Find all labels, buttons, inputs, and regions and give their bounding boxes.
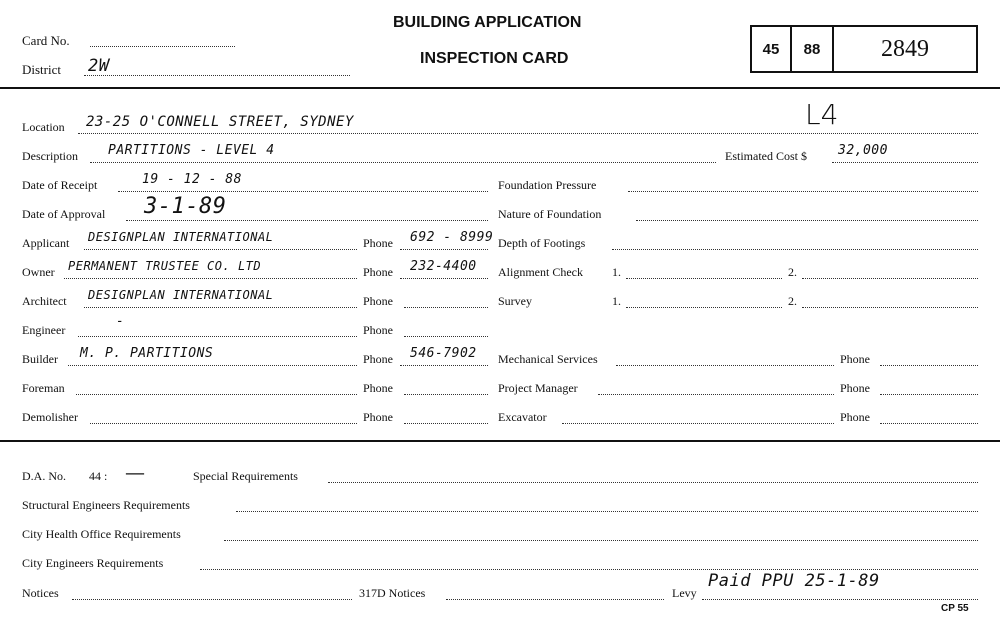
location-value: 23-25 O'CONNELL STREET, SYDNEY [86, 114, 354, 130]
district-value: 2W [88, 56, 110, 76]
builder-phone-value: 546-7902 [410, 346, 477, 361]
da-no-dash: — [126, 462, 144, 482]
applicant-phone-value: 692 - 8999 [410, 230, 494, 245]
excavator-phone-line [880, 423, 978, 424]
applicant-phone-label: Phone [363, 236, 393, 250]
level-annotation: L4 [805, 98, 839, 131]
project-manager-phone-label: Phone [840, 381, 870, 395]
architect-label: Architect [22, 294, 67, 308]
description-value: PARTITIONS - LEVEL 4 [108, 143, 275, 158]
special-requirements-line [328, 482, 978, 483]
estimated-cost-label: Estimated Cost $ [725, 149, 807, 163]
applicant-line [84, 249, 357, 250]
demolisher-phone-label: Phone [363, 410, 393, 424]
owner-phone-line [400, 278, 488, 279]
mechanical-services-label: Mechanical Services [498, 352, 598, 366]
project-manager-line [598, 394, 834, 395]
notices-line [72, 599, 352, 600]
foreman-label: Foreman [22, 381, 65, 395]
engineer-label: Engineer [22, 323, 66, 337]
estimated-cost-value: 32,000 [838, 143, 888, 158]
survey-2-line [802, 307, 978, 308]
notices-317d-label: 317D Notices [359, 586, 426, 600]
alignment-check-1-line [626, 278, 782, 279]
card-box-c [832, 25, 978, 73]
district-label: District [22, 62, 61, 77]
project-manager-phone-line [880, 394, 978, 395]
card-no-label: Card No. [22, 33, 70, 48]
structural-label: Structural Engineers Requirements [22, 498, 190, 512]
owner-phone-value: 232-4400 [410, 259, 477, 274]
special-requirements-label: Special Requirements [193, 469, 298, 483]
engineer-phone-line [404, 336, 488, 337]
district-line [84, 75, 350, 76]
engineer-value: - [116, 314, 125, 329]
architect-phone-line [404, 307, 488, 308]
foundation-pressure-label: Foundation Pressure [498, 178, 597, 192]
alignment-check-1: 1. [612, 265, 621, 279]
date-approval-value: 3-1-89 [144, 194, 227, 219]
form-code: CP 55 [941, 603, 969, 614]
depth-footings-line [612, 249, 978, 250]
builder-label: Builder [22, 352, 58, 366]
city-health-line [224, 540, 978, 541]
builder-value: M. P. PARTITIONS [80, 346, 214, 361]
card-box-a-value: 45 [762, 40, 780, 58]
levy-value: Paid PPU 25-1-89 [708, 571, 880, 591]
header-divider [0, 87, 1000, 89]
excavator-label: Excavator [498, 410, 547, 424]
foreman-line [76, 394, 357, 395]
alignment-check-2: 2. [788, 265, 797, 279]
mechanical-phone-line [880, 365, 978, 366]
description-label: Description [22, 149, 78, 163]
foundation-pressure-line [628, 191, 978, 192]
survey-1: 1. [612, 294, 621, 308]
card-box-b [790, 25, 834, 73]
foreman-phone-label: Phone [363, 381, 393, 395]
card-box-a [750, 25, 792, 73]
survey-1-line [626, 307, 782, 308]
applicant-label: Applicant [22, 236, 70, 250]
title-line-2: INSPECTION CARD [420, 50, 569, 67]
nature-foundation-label: Nature of Foundation [498, 207, 602, 221]
owner-value: PERMANENT TRUSTEE CO. LTD [68, 259, 262, 273]
estimated-cost-line [832, 162, 978, 163]
survey-2: 2. [788, 294, 797, 308]
nature-foundation-line [636, 220, 978, 221]
owner-label: Owner [22, 265, 55, 279]
demolisher-phone-line [404, 423, 488, 424]
mechanical-services-line [616, 365, 834, 366]
depth-footings-label: Depth of Footings [498, 236, 586, 250]
owner-phone-label: Phone [363, 265, 393, 279]
location-line [78, 133, 978, 134]
card-box-b-value: 88 [803, 40, 821, 58]
date-receipt-label: Date of Receipt [22, 178, 98, 192]
demolisher-label: Demolisher [22, 410, 78, 424]
architect-phone-label: Phone [363, 294, 393, 308]
foreman-phone-line [404, 394, 488, 395]
builder-phone-line [400, 365, 488, 366]
city-health-label: City Health Office Requirements [22, 527, 181, 541]
project-manager-label: Project Manager [498, 381, 578, 395]
date-approval-line [126, 220, 488, 221]
levy-line [702, 599, 978, 600]
card-no-line [90, 46, 235, 47]
mechanical-phone-label: Phone [840, 352, 870, 366]
date-approval-label: Date of Approval [22, 207, 106, 221]
city-engineers-label: City Engineers Requirements [22, 556, 164, 570]
architect-value: DESIGNPLAN INTERNATIONAL [88, 288, 274, 302]
notices-317d-line [446, 599, 664, 600]
da-no-value: 44 : [89, 469, 108, 483]
applicant-value: DESIGNPLAN INTERNATIONAL [88, 230, 274, 244]
title-line-1: BUILDING APPLICATION [393, 14, 582, 31]
structural-line [236, 511, 978, 512]
city-engineers-line [200, 569, 978, 570]
builder-line [68, 365, 357, 366]
applicant-phone-line [400, 249, 488, 250]
builder-phone-label: Phone [363, 352, 393, 366]
architect-line [84, 307, 357, 308]
alignment-check-2-line [802, 278, 978, 279]
excavator-phone-label: Phone [840, 410, 870, 424]
engineer-line [78, 336, 357, 337]
location-label: Location [22, 120, 65, 134]
date-receipt-line [118, 191, 488, 192]
section-divider [0, 440, 1000, 442]
alignment-check-label: Alignment Check [498, 265, 583, 279]
owner-line [64, 278, 357, 279]
da-no-label: D.A. No. [22, 469, 66, 483]
levy-label: Levy [672, 586, 697, 600]
notices-label: Notices [22, 586, 59, 600]
date-receipt-value: 19 - 12 - 88 [142, 172, 242, 187]
excavator-line [562, 423, 834, 424]
survey-label: Survey [498, 294, 532, 308]
card-box-c-value: 2849 [881, 35, 929, 62]
engineer-phone-label: Phone [363, 323, 393, 337]
demolisher-line [90, 423, 357, 424]
description-line [90, 162, 716, 163]
